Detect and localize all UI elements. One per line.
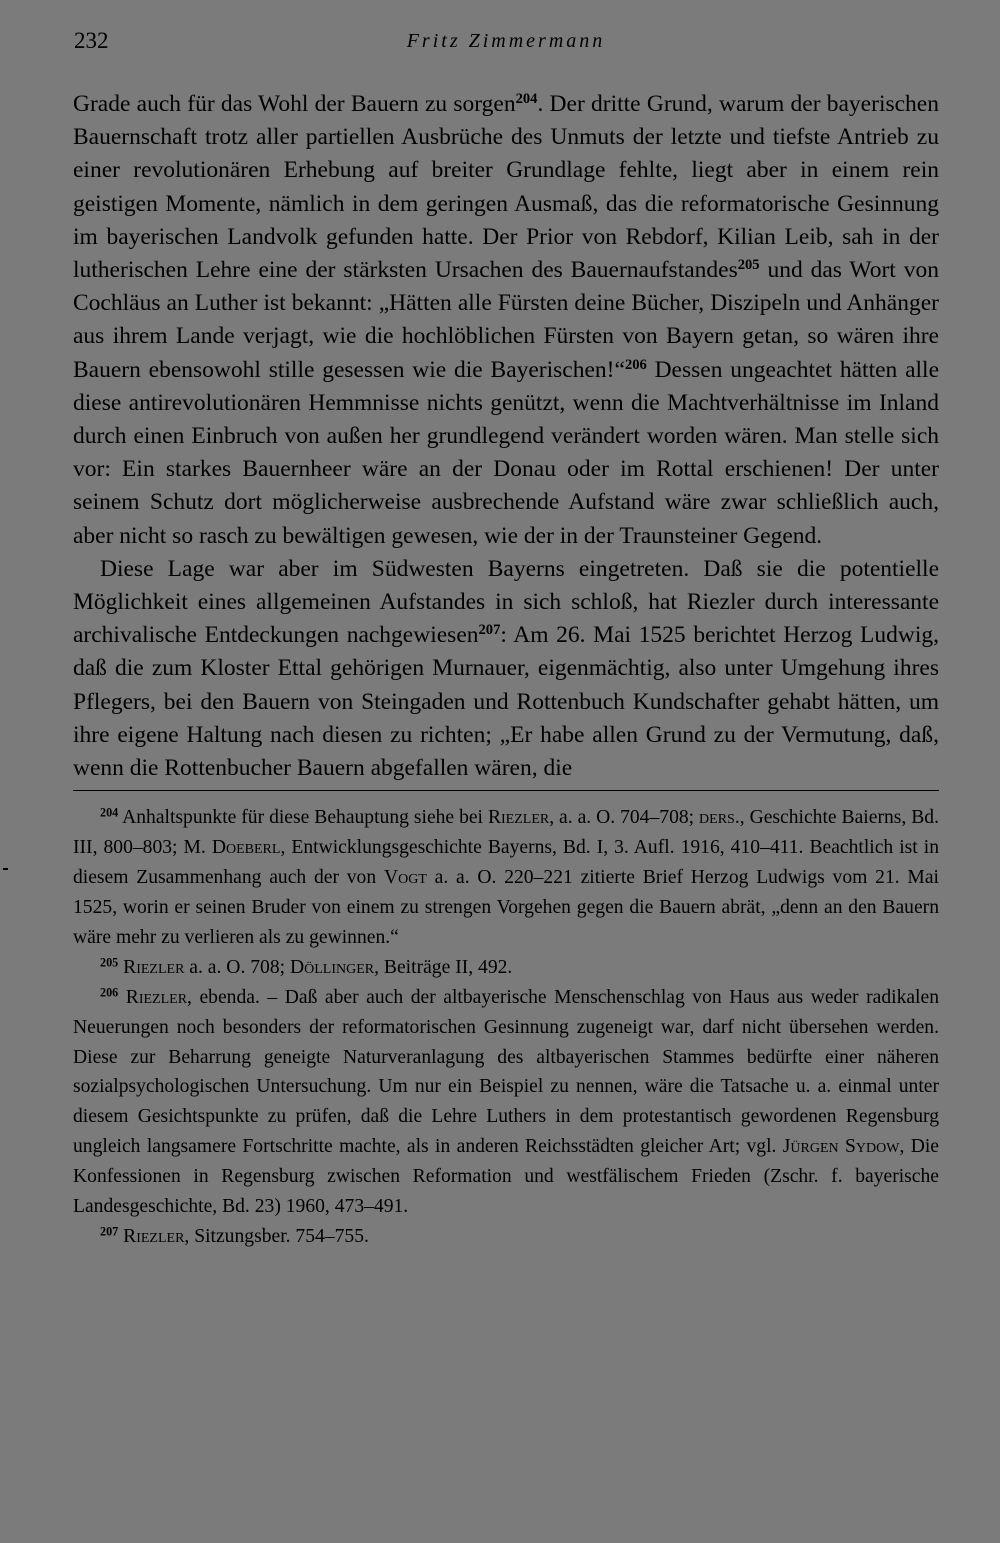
margin-mark	[3, 868, 8, 870]
footnote-text: a. a. O. 220–221 zitierte Brief Herzog Ludwigs vom 21. Mai 1525, worin er seinen Bruder von einem zu strengen Vorgehen gegen die Bauern abrät, „denn an den Bauern wäre mehr zu verlieren als zu gewinnen.“	[73, 867, 939, 948]
page-header	[73, 28, 939, 62]
text-segment: Diese Lage war aber im Südwesten Bayerns eingetreten. Daß sie die potentielle Möglichkeit eines allgemeinen Aufstandes in sich schloß, hat Riezler durch interessante archivalische Entdeckungen nachgewiesen	[73, 555, 939, 649]
footnote-204	[73, 803, 939, 953]
author-name: Riezler	[123, 956, 185, 978]
footnote-207	[73, 1222, 939, 1252]
author-name: ders.	[699, 807, 740, 829]
author-name: Doeberl	[211, 837, 281, 859]
page	[73, 28, 939, 1252]
footnote-text: , Geschichte Baierns, Bd. III, 800–803; M.	[73, 807, 939, 859]
footnote-205	[73, 953, 939, 983]
footnote-text: , a. a. O. 704–708;	[549, 807, 700, 829]
footnote-ref: 207	[478, 622, 501, 639]
footnotes	[73, 803, 939, 1252]
main-text	[73, 88, 939, 785]
footnote-206	[73, 983, 939, 1222]
author-name: Vogt	[383, 867, 427, 889]
text-segment: Dessen ungeachtet hätten alle diese antirevolutionären Hemmnisse nichts genützt, wenn die Machtverhältnisse im Inland durch einen Einbruch von außen her grundlegend verändert worden wären. Man stelle sich vor: Ein starkes Bauernheer wäre an der Donau oder im Rottal erschienen! Der unter seinem Schutz dort möglicherweise ausbrechende Aufstand wäre zwar schließlich auch, aber nicht so rasch zu bewältigen gewesen, wie der in der Traunsteiner Gegend.	[73, 356, 940, 549]
footnote-text: a. a. O. 708;	[184, 956, 290, 978]
text-segment: : Am 26. Mai 1525 berichtet Herzog Ludwig, daß die zum Kloster Ettal gehörigen Murnauer, eigenmächtig, also unter Umgehung ihres Pflegers, bei den Bauern von Steingaden und Rottenbuch Kundschafter gehabt hätten, um ihre eigene Haltung nach diesen zu richten; „Er habe allen Grund zu der Vermutung, daß, wenn die Rottenbucher Bauern abgefallen wären, die	[73, 622, 939, 782]
paragraph	[73, 553, 939, 785]
footnote-number: 207	[100, 1224, 119, 1239]
footnote-number: 204	[100, 805, 119, 820]
text-segment: und das Wort von Cochläus an Luther ist bekannt: „Hätten alle Fürsten deine Bücher, Diszipeln und Anhänger aus ihrem Lande verjagt, wie die hochlöblichen Fürsten von Bayern getan, so wären ihre Bauern ebensowohl stille gesessen wie die Bayerischen!“	[73, 257, 939, 383]
footnote-text: , Sitzungsber. 754–755.	[184, 1225, 369, 1247]
footnote-text: Anhaltspunkte für diese Behauptung siehe bei	[118, 807, 488, 829]
footnote-text: , Beiträge II, 492.	[374, 956, 513, 978]
author-name: Döllinger	[289, 956, 375, 978]
paragraph	[73, 88, 939, 553]
footnote-ref: 205	[737, 257, 760, 274]
footnote-text: , Entwicklungsgeschichte Bayerns, Bd. I, 3. Aufl. 1916, 410–411. Beachtlich ist in diesem Zusammenhang auch der von	[73, 837, 939, 889]
author-name: Riezler	[487, 807, 550, 829]
author-name: Riezler	[123, 1225, 185, 1247]
text-segment: Grade auch für das Wohl der Bauern zu sorgen	[73, 91, 516, 117]
author-name: Riezler	[125, 986, 188, 1008]
footnote-rule	[73, 790, 939, 791]
footnote-number: 205	[100, 955, 119, 970]
page-number: 232	[74, 28, 109, 53]
footnote-number: 206	[100, 985, 119, 1000]
footnote-ref: 206	[624, 356, 647, 373]
author-name: Jürgen Sydow	[782, 1136, 900, 1158]
running-head: Fritz Zimmermann	[406, 30, 606, 52]
footnote-ref: 204	[515, 91, 538, 107]
footnote-text: , ebenda. – Daß aber auch der altbayerische Menschenschlag von Haus aus weder radikalen Neuerungen noch besonders der reformatorischen Gesinnung zugeneigt war, darf nicht übersehen werden. Diese zur Beharrung geneigte Naturveranlagung des altbayerischen Stammes bedürfte einer näheren sozialpsychologischen Untersuchung. Um nur ein Beispiel zu nennen, wäre die Tatsache u. a. einmal unter diesem Gesichtspunkte zu prüfen, daß die Lehre Luthers in dem protestantisch gewordenen Regensburg ungleich langsamere Fortschritte machte, als in anderen Reichsstädten gleicher Art; vgl.	[73, 986, 939, 1158]
text-segment: . Der dritte Grund, warum der bayerischen Bauernschaft trotz aller partiellen Ausbrüche des Unmuts der letzte und tiefste Antrieb zu einer revolutionären Erhebung auf breiter Grundlage fehlte, liegt aber in einem rein geistigen Momente, nämlich in dem geringen Ausmaß, das die reformatorische Gesinnung im bayerischen Landvolk gefunden hatte. Der Prior von Rebdorf, Kilian Leib, sah in der lutherischen Lehre eine der stärksten Ursachen des Bauernaufstandes	[73, 91, 939, 284]
footnote-text: , Die Konfessionen in Regensburg zwischen Reformation und westfälischem Frieden (Zschr. f. bayerische Landesgeschichte, Bd. 23) 1960, 473–491.	[73, 1136, 940, 1218]
